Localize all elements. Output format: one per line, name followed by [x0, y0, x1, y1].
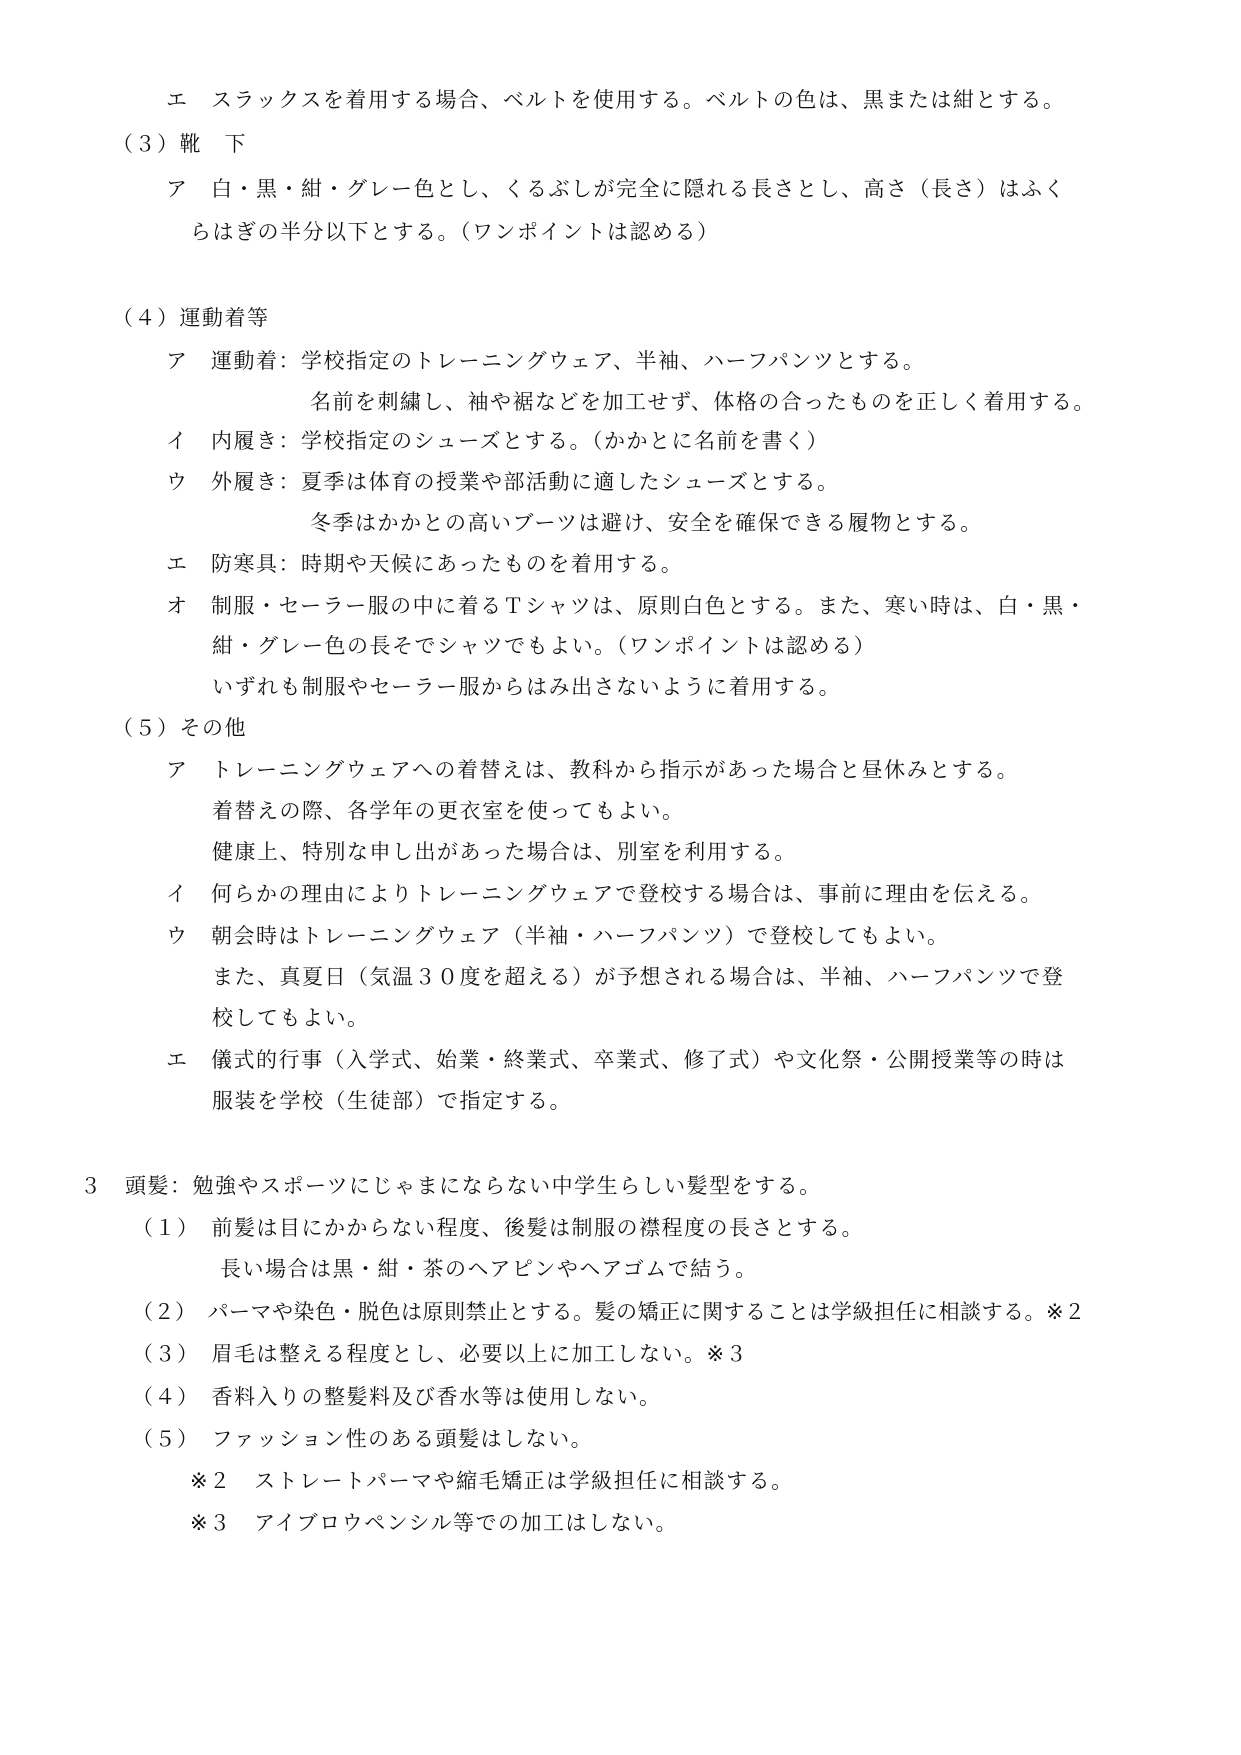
text-line: （５） ファッション性のある頭髪はしない。 [132, 1427, 594, 1451]
text-line: イ 何らかの理由によりトレーニングウェアで登校する場合は、事前に理由を伝える。 [166, 882, 1043, 906]
section-heading: （３）靴 下 [112, 132, 247, 156]
text-line: ア 白・黒・紺・グレー色とし、くるぶしが完全に隠れる長さとし、高さ（長さ）はふく [166, 177, 1066, 201]
text-line: 校してもよい。 [212, 1006, 370, 1030]
text-line: ウ 外履き：夏季は体育の授業や部活動に適したシューズとする。 [166, 470, 840, 494]
section-heading: （４）運動着等 [112, 306, 270, 330]
text-line: 名前を刺繍し、袖や裾などを加工せず、体格の合ったものを正しく着用する。 [310, 390, 1096, 414]
text-line: エ 儀式的行事（入学式、始業・終業式、卒業式、修了式）や文化祭・公開授業等の時は [166, 1048, 1066, 1072]
text-line: エ 防寒具：時期や天候にあったものを着用する。 [166, 552, 684, 576]
text-line: 長い場合は黒・紺・茶のヘアピンやヘアゴムで結う。 [220, 1257, 758, 1281]
text-line: 紺・グレー色の長そでシャツでもよい。（ワンポイントは認める） [212, 634, 877, 658]
text-line: イ 内履き：学校指定のシューズとする。（かかとに名前を書く） [166, 429, 830, 453]
note-line: ※３ アイブロウペンシル等での加工はしない。 [190, 1511, 679, 1535]
note-line: ※２ ストレートパーマや縮毛矯正は学級担任に相談する。 [190, 1469, 794, 1493]
text-line: 着替えの際、各学年の更衣室を使ってもよい。 [212, 799, 685, 823]
text-line: らはぎの半分以下とする。（ワンポイントは認める） [190, 220, 720, 244]
text-line: オ 制服・セーラー服の中に着るＴシャツは、原則白色とする。また、寒い時は、白・黒・ [166, 594, 1088, 618]
text-line: ア 運動着：学校指定のトレーニングウェア、半袖、ハーフパンツとする。 [166, 349, 926, 373]
section-heading: ３ 頭髪：勉強やスポーツにじゃまにならない中学生らしい髪型をする。 [80, 1174, 822, 1198]
section-heading: （５）その他 [112, 716, 247, 740]
text-line: 服装を学校（生徒部）で指定する。 [212, 1089, 572, 1113]
text-line: ウ 朝会時はトレーニングウェア（半袖・ハーフパンツ）で登校してもよい。 [166, 924, 950, 948]
text-line: ア トレーニングウェアへの着替えは、教科から指示があった場合と昼休みとする。 [166, 758, 1020, 782]
text-line: （２） パーマや染色・脱色は原則禁止とする。髪の矯正に関することは学級担任に相談する。※２ [132, 1300, 1086, 1324]
text-line: 健康上、特別な申し出があった場合は、別室を利用する。 [212, 840, 797, 864]
text-line: （１） 前髪は目にかからない程度、後髪は制服の襟程度の長さとする。 [132, 1216, 864, 1240]
text-line: （４） 香料入りの整髪料及び香水等は使用しない。 [132, 1385, 662, 1409]
text-line: （３） 眉毛は整える程度とし、必要以上に加工しない。※３ [132, 1342, 749, 1366]
text-line: エ スラックスを着用する場合、ベルトを使用する。ベルトの色は、黒または紺とする。 [166, 88, 1066, 112]
text-line: 冬季はかかとの高いブーツは避け、安全を確保できる履物とする。 [310, 511, 983, 535]
text-line: また、真夏日（気温３０度を超える）が予想される場合は、半袖、ハーフパンツで登 [212, 965, 1065, 989]
text-line: いずれも制服やセーラー服からはみ出さないように着用する。 [212, 675, 842, 699]
